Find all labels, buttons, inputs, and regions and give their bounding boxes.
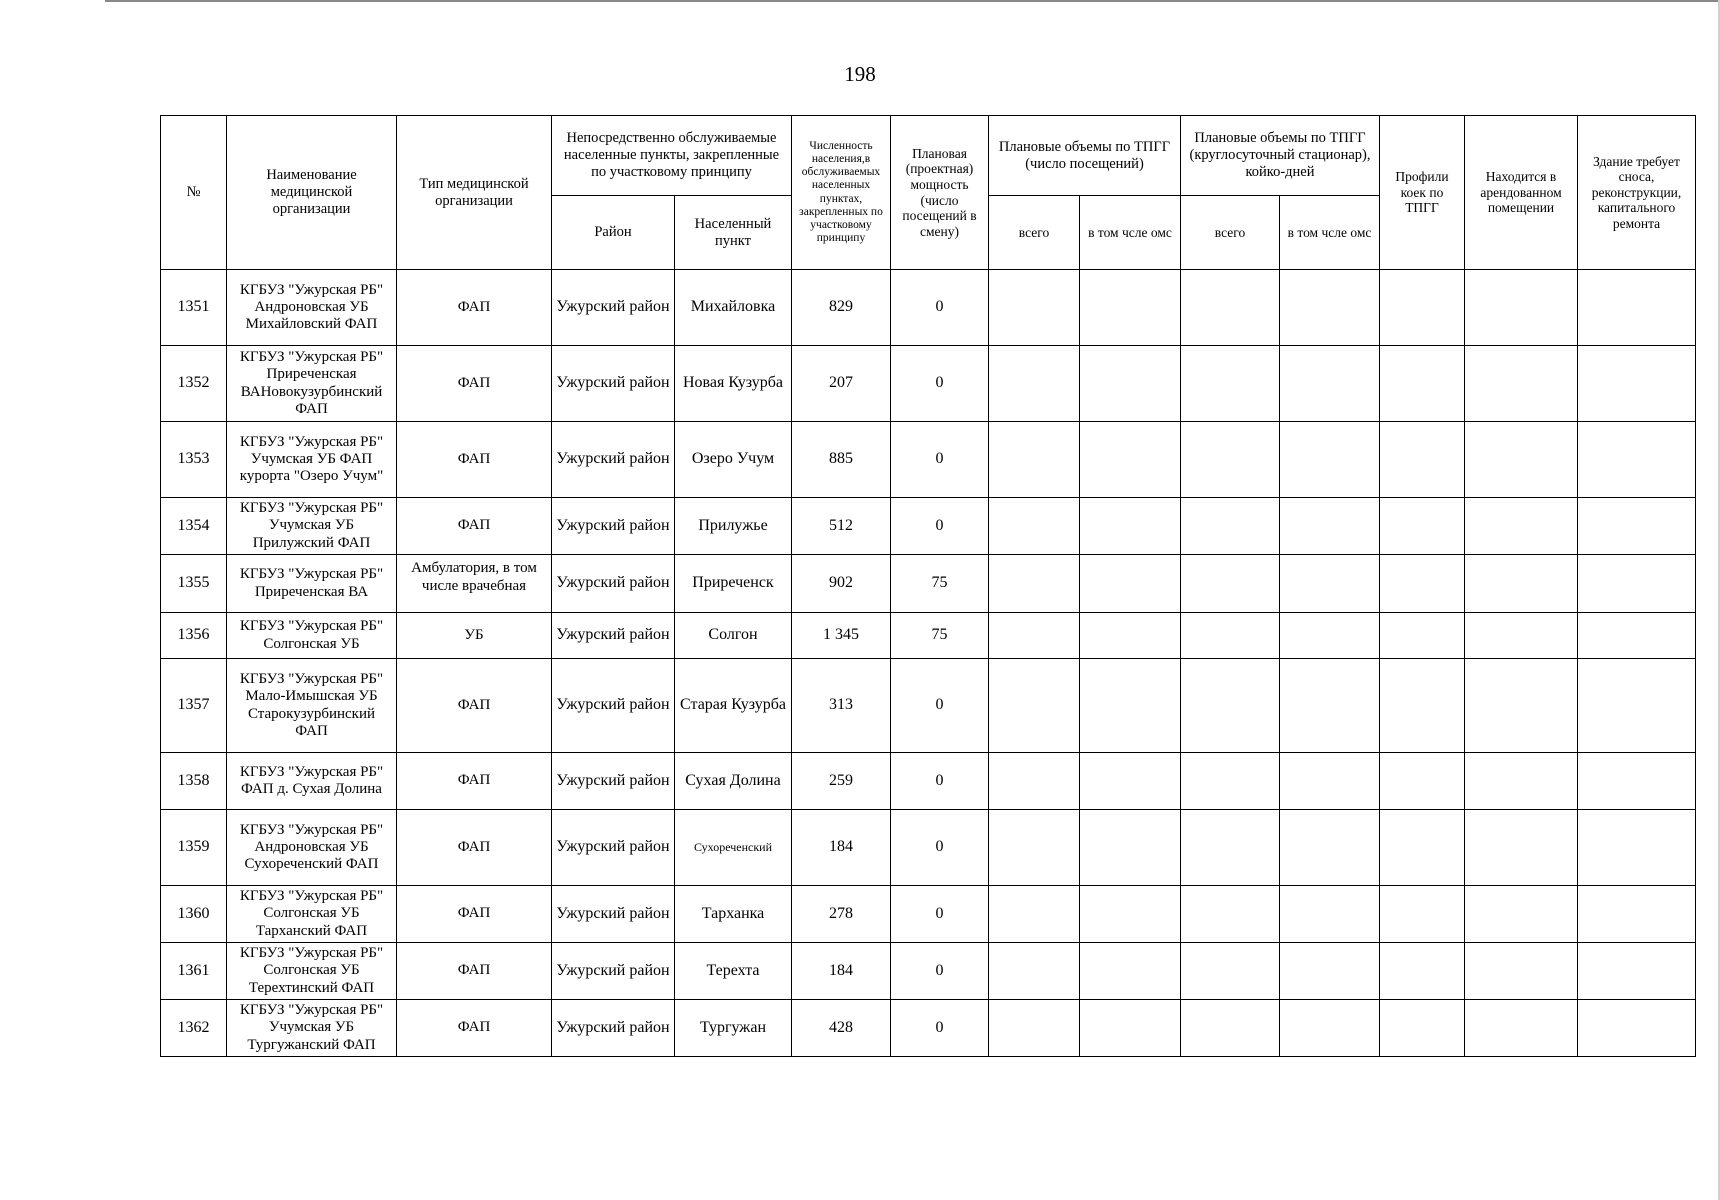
row-org-name: КГБУЗ "Ужурская РБ" Учумская УБ Прилужский ФАП	[227, 498, 397, 555]
row-population: 885	[792, 422, 891, 498]
row-num: 1352	[161, 346, 227, 422]
row-inpatient-total	[1181, 346, 1280, 422]
row-capacity: 75	[891, 555, 989, 613]
row-visits-total	[989, 613, 1080, 659]
header-settlements-group: Непосредственно обслуживаемые населенные пункты, закрепленные по участковому принципу	[552, 116, 792, 196]
row-bed-profiles	[1380, 346, 1465, 422]
row-capacity: 0	[891, 886, 989, 943]
row-org-name: КГБУЗ "Ужурская РБ" Андроновская УБ Михайловский ФАП	[227, 270, 397, 346]
row-bed-profiles	[1380, 555, 1465, 613]
table-row	[161, 270, 1696, 346]
row-capacity: 0	[891, 943, 989, 1000]
row-visits-oms	[1080, 810, 1181, 886]
row-population: 902	[792, 555, 891, 613]
row-capacity: 0	[891, 1000, 989, 1057]
row-type: УБ	[397, 613, 552, 659]
row-settlement: Тарханка	[675, 886, 792, 943]
row-district: Ужурский район	[552, 422, 675, 498]
row-leased	[1465, 810, 1578, 886]
row-inpatient-oms	[1280, 555, 1380, 613]
row-type: ФАП	[397, 422, 552, 498]
row-num: 1354	[161, 498, 227, 555]
row-bed-profiles	[1380, 422, 1465, 498]
row-capacity: 0	[891, 270, 989, 346]
page-number: 198	[844, 62, 876, 86]
row-leased	[1465, 886, 1578, 943]
header-name: Наименование медицинской организации	[227, 116, 397, 270]
row-leased	[1465, 555, 1578, 613]
row-inpatient-total	[1181, 1000, 1280, 1057]
row-district: Ужурский район	[552, 659, 675, 753]
row-visits-oms	[1080, 943, 1181, 1000]
row-demolition	[1578, 753, 1696, 810]
row-type: ФАП	[397, 1000, 552, 1057]
row-demolition	[1578, 346, 1696, 422]
row-bed-profiles	[1380, 943, 1465, 1000]
row-bed-profiles	[1380, 1000, 1465, 1057]
row-visits-total	[989, 943, 1080, 1000]
row-capacity: 0	[891, 346, 989, 422]
row-visits-oms	[1080, 346, 1181, 422]
row-leased	[1465, 613, 1578, 659]
row-num: 1361	[161, 943, 227, 1000]
row-bed-profiles	[1380, 498, 1465, 555]
row-demolition	[1578, 943, 1696, 1000]
header-type: Тип медицинской организации	[397, 116, 552, 270]
row-type: ФАП	[397, 810, 552, 886]
header-population: Численность населения,в обслуживаемых населенных пунктах, закрепленных по участковому принципу	[792, 116, 891, 270]
row-capacity: 0	[891, 422, 989, 498]
row-type: Амбулатория, в том числе врачебная	[397, 555, 552, 613]
row-leased	[1465, 422, 1578, 498]
row-settlement: Прилужье	[675, 498, 792, 555]
row-population: 428	[792, 1000, 891, 1057]
table-row	[161, 1000, 1696, 1057]
row-population: 512	[792, 498, 891, 555]
row-inpatient-total	[1181, 555, 1280, 613]
row-district: Ужурский район	[552, 555, 675, 613]
row-inpatient-total	[1181, 270, 1280, 346]
row-district: Ужурский район	[552, 886, 675, 943]
row-num: 1358	[161, 753, 227, 810]
row-inpatient-total	[1181, 753, 1280, 810]
table-body	[161, 270, 1696, 1057]
row-inpatient-total	[1181, 886, 1280, 943]
header-demolition: Здание требует сноса, реконструкции, капитального ремонта	[1578, 116, 1696, 270]
header-inpatient-oms: в том чсле омс	[1280, 196, 1380, 270]
header-visits-group: Плановые объемы по ТПГГ (число посещений)	[989, 116, 1181, 196]
row-inpatient-oms	[1280, 659, 1380, 753]
row-inpatient-total	[1181, 613, 1280, 659]
row-district: Ужурский район	[552, 498, 675, 555]
row-org-name: КГБУЗ "Ужурская РБ" ФАП д. Сухая Долина	[227, 753, 397, 810]
row-org-name: КГБУЗ "Ужурская РБ" Приреченская ВА	[227, 555, 397, 613]
header-settlement: Населенный пункт	[675, 196, 792, 270]
row-demolition	[1578, 498, 1696, 555]
row-demolition	[1578, 270, 1696, 346]
row-num: 1359	[161, 810, 227, 886]
header-num: №	[161, 116, 227, 270]
row-visits-oms	[1080, 498, 1181, 555]
row-population: 829	[792, 270, 891, 346]
row-visits-oms	[1080, 753, 1181, 810]
row-visits-total	[989, 1000, 1080, 1057]
row-capacity: 0	[891, 659, 989, 753]
table-row	[161, 498, 1696, 555]
row-org-name: КГБУЗ "Ужурская РБ" Солгонская УБ Тарханский ФАП	[227, 886, 397, 943]
row-demolition	[1578, 555, 1696, 613]
row-leased	[1465, 659, 1578, 753]
row-inpatient-oms	[1280, 613, 1380, 659]
row-org-name: КГБУЗ "Ужурская РБ" Мало-Имышская УБ Старокузурбинский ФАП	[227, 659, 397, 753]
row-settlement: Новая Кузурба	[675, 346, 792, 422]
table-row	[161, 886, 1696, 943]
row-type: ФАП	[397, 753, 552, 810]
row-visits-total	[989, 659, 1080, 753]
header-visits-total: всего	[989, 196, 1080, 270]
row-org-name: КГБУЗ "Ужурская РБ" Учумская УБ ФАП курорта "Озеро Учум"	[227, 422, 397, 498]
row-inpatient-oms	[1280, 810, 1380, 886]
row-inpatient-total	[1181, 810, 1280, 886]
row-capacity: 0	[891, 498, 989, 555]
row-visits-total	[989, 422, 1080, 498]
row-population: 313	[792, 659, 891, 753]
registry-table	[160, 115, 1696, 1057]
row-bed-profiles	[1380, 270, 1465, 346]
row-type: ФАП	[397, 498, 552, 555]
row-visits-oms	[1080, 422, 1181, 498]
row-demolition	[1578, 613, 1696, 659]
row-inpatient-oms	[1280, 753, 1380, 810]
table-header	[161, 116, 1696, 270]
row-settlement: Приреченск	[675, 555, 792, 613]
row-type: ФАП	[397, 346, 552, 422]
row-demolition	[1578, 1000, 1696, 1057]
row-num: 1357	[161, 659, 227, 753]
row-settlement: Михайловка	[675, 270, 792, 346]
row-capacity: 75	[891, 613, 989, 659]
row-district: Ужурский район	[552, 270, 675, 346]
row-visits-oms	[1080, 555, 1181, 613]
row-demolition	[1578, 659, 1696, 753]
header-inpatient-total: всего	[1181, 196, 1280, 270]
row-inpatient-oms	[1280, 886, 1380, 943]
row-leased	[1465, 1000, 1578, 1057]
table-row	[161, 659, 1696, 753]
scan-edge-top	[105, 0, 1720, 2]
row-district: Ужурский район	[552, 1000, 675, 1057]
row-num: 1356	[161, 613, 227, 659]
row-visits-total	[989, 810, 1080, 886]
row-org-name: КГБУЗ "Ужурская РБ" Учумская УБ Тургужанский ФАП	[227, 1000, 397, 1057]
row-district: Ужурский район	[552, 810, 675, 886]
row-visits-total	[989, 753, 1080, 810]
header-bed-profiles: Профили коек по ТПГГ	[1380, 116, 1465, 270]
row-capacity: 0	[891, 753, 989, 810]
row-visits-total	[989, 270, 1080, 346]
row-inpatient-oms	[1280, 346, 1380, 422]
row-num: 1355	[161, 555, 227, 613]
table-row	[161, 555, 1696, 613]
row-population: 184	[792, 943, 891, 1000]
row-visits-oms	[1080, 886, 1181, 943]
row-district: Ужурский район	[552, 613, 675, 659]
row-inpatient-oms	[1280, 1000, 1380, 1057]
row-visits-oms	[1080, 270, 1181, 346]
table-row	[161, 810, 1696, 886]
header-district: Район	[552, 196, 675, 270]
table-row	[161, 613, 1696, 659]
row-leased	[1465, 753, 1578, 810]
table-row	[161, 943, 1696, 1000]
row-district: Ужурский район	[552, 346, 675, 422]
header-capacity: Плановая (проектная) мощность (число посещений в смену)	[891, 116, 989, 270]
row-settlement: Старая Кузурба	[675, 659, 792, 753]
row-population: 1 345	[792, 613, 891, 659]
row-population: 278	[792, 886, 891, 943]
row-leased	[1465, 270, 1578, 346]
row-type: ФАП	[397, 943, 552, 1000]
row-org-name: КГБУЗ "Ужурская РБ" Прирeченская ВАНовокузурбинский ФАП	[227, 346, 397, 422]
row-leased	[1465, 346, 1578, 422]
table-row	[161, 422, 1696, 498]
row-inpatient-total	[1181, 659, 1280, 753]
row-settlement: Сухая Долина	[675, 753, 792, 810]
header-inpatient-group: Плановые объемы по ТПГГ (круглосуточный стационар), койко-дней	[1181, 116, 1380, 196]
row-visits-total	[989, 498, 1080, 555]
row-num: 1353	[161, 422, 227, 498]
row-inpatient-total	[1181, 943, 1280, 1000]
row-visits-total	[989, 886, 1080, 943]
row-bed-profiles	[1380, 810, 1465, 886]
row-leased	[1465, 498, 1578, 555]
row-inpatient-oms	[1280, 422, 1380, 498]
row-org-name: КГБУЗ "Ужурская РБ" Солгонская УБ	[227, 613, 397, 659]
row-bed-profiles	[1380, 659, 1465, 753]
header-leased: Находится в арендованном помещении	[1465, 116, 1578, 270]
row-num: 1362	[161, 1000, 227, 1057]
row-num: 1360	[161, 886, 227, 943]
row-settlement: Озеро Учум	[675, 422, 792, 498]
row-capacity: 0	[891, 810, 989, 886]
row-visits-oms	[1080, 613, 1181, 659]
row-bed-profiles	[1380, 886, 1465, 943]
row-bed-profiles	[1380, 753, 1465, 810]
row-settlement: Сухореченский	[675, 810, 792, 886]
header-visits-oms: в том чсле омс	[1080, 196, 1181, 270]
row-inpatient-oms	[1280, 498, 1380, 555]
table-row	[161, 753, 1696, 810]
row-num: 1351	[161, 270, 227, 346]
row-type: ФАП	[397, 270, 552, 346]
row-district: Ужурский район	[552, 943, 675, 1000]
row-inpatient-total	[1181, 498, 1280, 555]
row-demolition	[1578, 886, 1696, 943]
row-inpatient-total	[1181, 422, 1280, 498]
row-settlement: Терехта	[675, 943, 792, 1000]
table-row	[161, 346, 1696, 422]
row-population: 259	[792, 753, 891, 810]
row-visits-total	[989, 346, 1080, 422]
row-visits-oms	[1080, 1000, 1181, 1057]
row-inpatient-oms	[1280, 270, 1380, 346]
row-demolition	[1578, 422, 1696, 498]
row-demolition	[1578, 810, 1696, 886]
row-org-name: КГБУЗ "Ужурская РБ" Солгонская УБ Терехтинский ФАП	[227, 943, 397, 1000]
row-bed-profiles	[1380, 613, 1465, 659]
row-district: Ужурский район	[552, 753, 675, 810]
row-leased	[1465, 943, 1578, 1000]
row-visits-oms	[1080, 659, 1181, 753]
row-settlement: Тургужан	[675, 1000, 792, 1057]
row-inpatient-oms	[1280, 943, 1380, 1000]
row-type: ФАП	[397, 886, 552, 943]
row-population: 207	[792, 346, 891, 422]
row-population: 184	[792, 810, 891, 886]
row-org-name: КГБУЗ "Ужурская РБ" Андроновская УБ Сухореченский ФАП	[227, 810, 397, 886]
row-type: ФАП	[397, 659, 552, 753]
row-visits-total	[989, 555, 1080, 613]
row-settlement: Солгон	[675, 613, 792, 659]
